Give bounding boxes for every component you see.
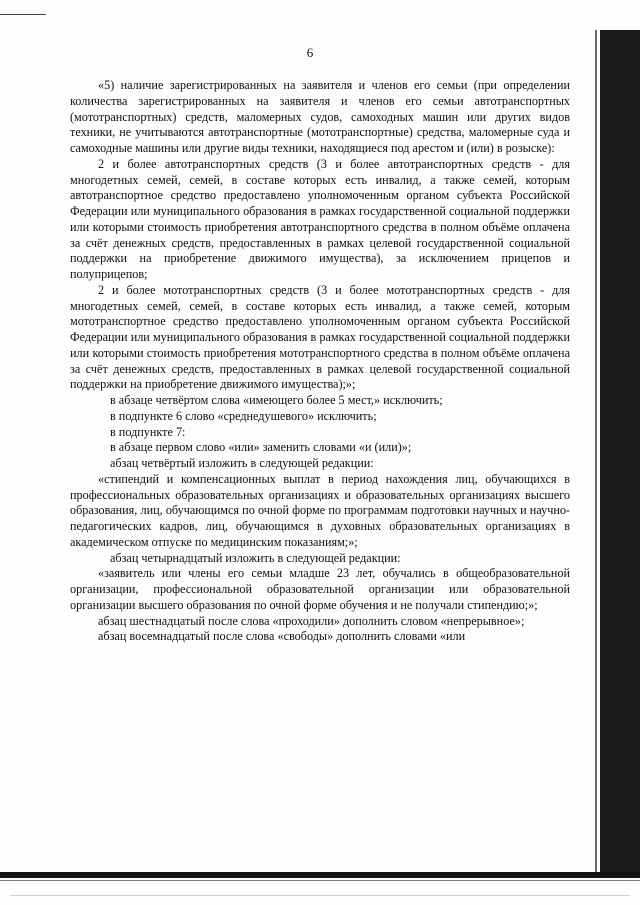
paragraph-amendment-7: абзац шестнадцатый после слова «проходили» дополнить словом «непрерывное»;: [98, 613, 525, 628]
paragraph-amendment-6: абзац четырнадцатый изложить в следующей редакции:: [110, 550, 401, 565]
scan-right-edge: [600, 30, 640, 875]
paragraph-amendment-1: в абзаце четвёртом слова «имеющего более 5 мест,» исключить;: [110, 393, 443, 407]
paragraph-applicant: «заявитель или члены его семьи младше 23 лет, обучались в общеобразовательной организации, профессиональной образовательной организации или образовательной организации высшего образования по очной форме обучения и не получали стипендию;»;: [70, 566, 570, 612]
paragraph-amendment-8: абзац восемнадцатый после слова «свободы» дополнить словами «или: [98, 629, 466, 644]
paragraph-stipend: «стипендий и компенсационных выплат в период нахождения лиц, обучающихся в профессиональных образовательных организациях и образовательных организациях высшего образования, лиц, обучающимся по очной форме по программам подготовки научных и научно-педагогических кадров, лиц, обучающимся в духовных образовательных организациях в академическом отпуске по медицинским показаниям;»;: [70, 471, 570, 549]
paragraph-amendment-2: в подпункте 6 слово «среднедушевого» исключить;: [110, 408, 377, 423]
paragraph-auto-vehicles: 2 и более автотранспортных средств (3 и более автотранспортных средств - для многодетных семей, семей, в составе которых есть инвалид, а также семей, которым автотранспортное средство предоставлено уполномоченным органом субъекта Российской Федерации или муниципального образования в рамках государственной социальной поддержки или которыми стоимость приобретения автотранспортного средства в полном объёме оплачена за счёт денежных средств, предоставленных в рамках целевой государственной социальной поддержки на приобретение движимого имущества), за исключением прицепов и полуприцепов;: [70, 156, 570, 281]
paragraph-moto-vehicles: 2 и более мототранспортных средств (3 и более мототранспортных средств - для многодетных семей, семей, в составе которых есть инвалид, а также семей, которым мототранспортное средство предоставлено уполномоченным органом субъекта Российской Федерации или муниципального образования в рамках государственной социальной поддержки или которыми стоимость приобретения мототранспортного средства в полном объёме оплачена за счёт денежных средств, предоставленных в рамках целевой государственной социальной поддержки на приобретение движимого имущества);»;: [70, 282, 570, 392]
paragraph-amendment-5: абзац четвёртый изложить в следующей редакции:: [110, 456, 374, 470]
paragraph-amendment-3: в подпункте 7:: [110, 424, 186, 439]
scan-corner-mark: [0, 14, 46, 15]
document-body: [70, 78, 570, 645]
paragraph-item-5: «5) наличие зарегистрированных на заявителя и членов его семьи (при определении количества зарегистрированных на заявителя и членов его семьи автотранспортных (мототранспортных) средств, маломерных судов, самоходных машин или других видов техники, не учитываются автотранспортные (мототранспортные) средства, маломерные суда и самоходные машины или другие виды техники, находящиеся под арестом и (или) в розыске):: [70, 78, 570, 155]
scan-bottom-line: [10, 895, 630, 896]
scan-bottom-edge: [0, 872, 640, 878]
page-number: 6: [306, 45, 314, 60]
paragraph-amendment-4: в абзаце первом слово «или» заменить словами «и (или)»;: [110, 440, 412, 455]
